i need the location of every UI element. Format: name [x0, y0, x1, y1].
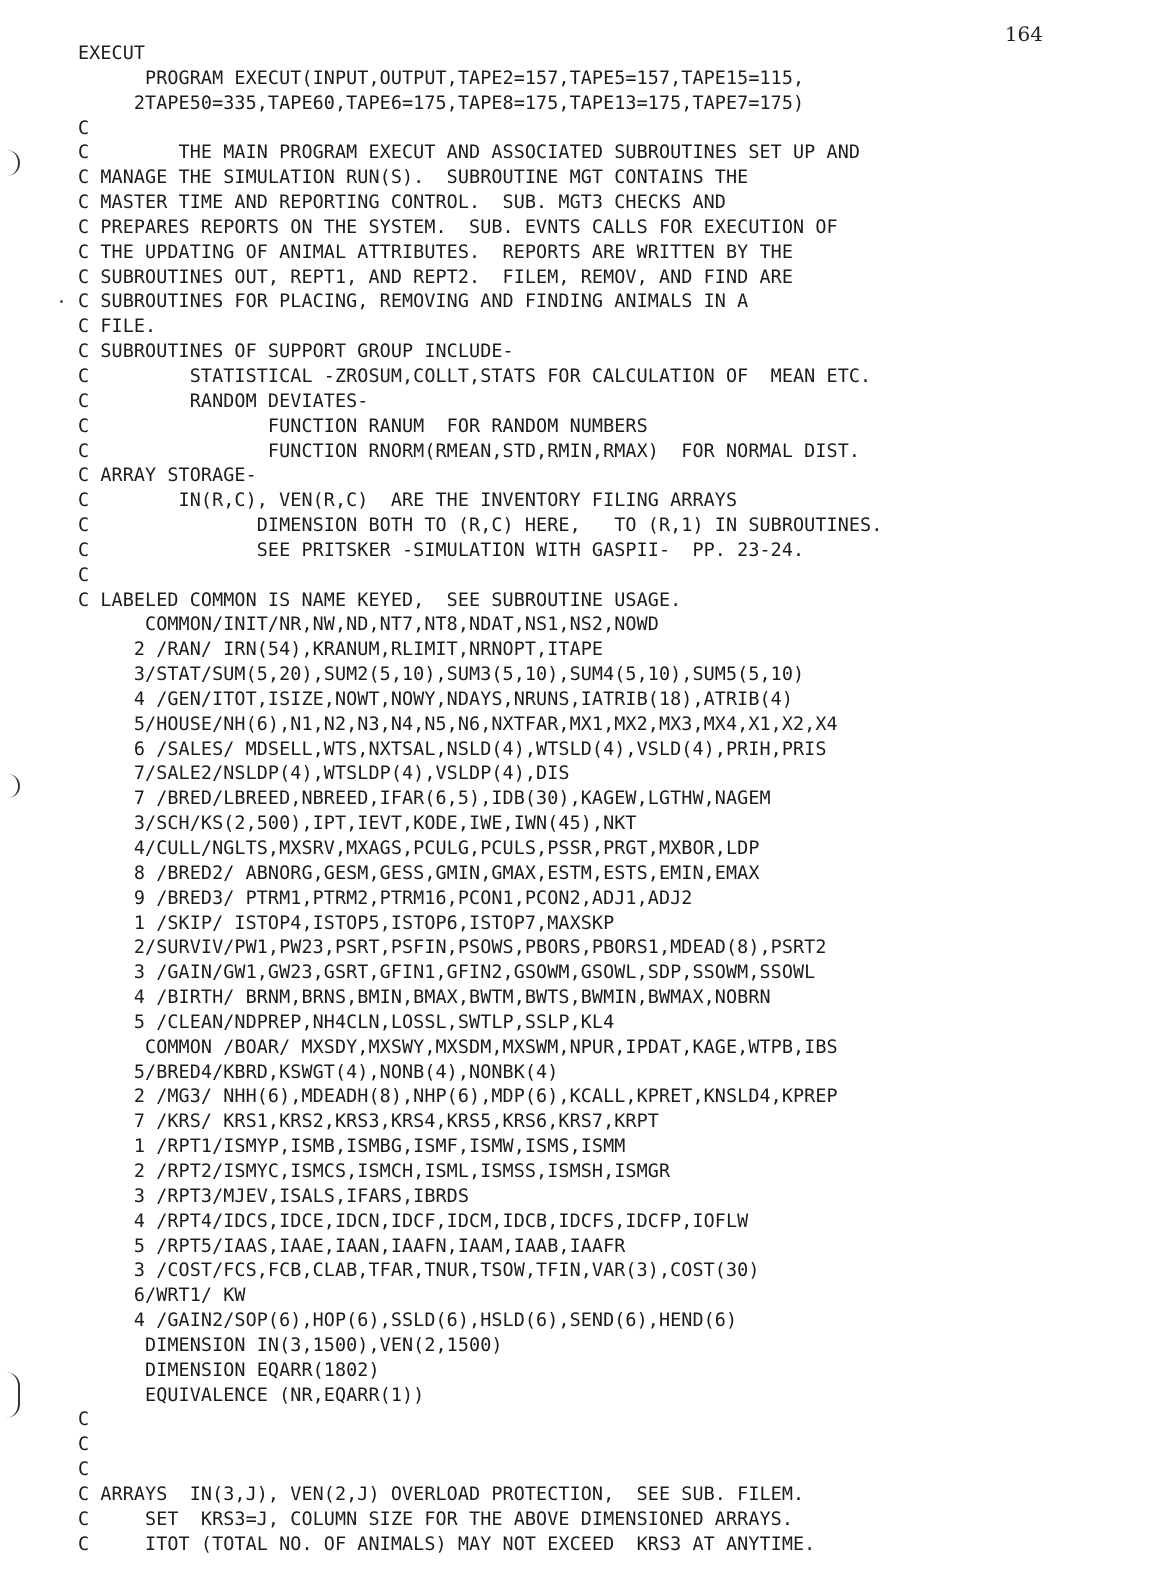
comment-line: C FUNCTION RNORM(RMEAN,STD,RMIN,RMAX) FOR NORMAL DIST.: [78, 440, 861, 462]
comment-line: C: [78, 1459, 90, 1481]
code-line: 9 /BRED3/ PTRM1,PTRM2,PTRM16,PCON1,PCON2,ADJ1,ADJ2: [78, 887, 693, 909]
comment-line: C ARRAYS IN(3,J), VEN(2,J) OVERLOAD PROTECTION, SEE SUB. FILEM.: [78, 1483, 805, 1505]
scan-speck: [60, 300, 63, 303]
code-line: 2 /MG3/ NHH(6),MDEADH(8),NHP(6),MDP(6),KCALL,KPRET,KNSLD4,KPREP: [78, 1086, 838, 1108]
code-line: DIMENSION EQARR(1802): [78, 1359, 380, 1381]
comment-line: C FILE.: [78, 316, 157, 338]
code-line: 4 /BIRTH/ BRNM,BRNS,BMIN,BMAX,BWTM,BWTS,BWMIN,BWMAX,NOBRN: [78, 987, 771, 1009]
code-line: 2/SURVIV/PW1,PW23,PSRT,PSFIN,PSOWS,PBORS,PBORS1,MDEAD(8),PSRT2: [78, 937, 827, 959]
margin-bracket-mark: [4, 774, 20, 798]
comment-line: C IN(R,C), VEN(R,C) ARE THE INVENTORY FILING ARRAYS: [78, 490, 738, 512]
comment-line: C: [78, 564, 90, 586]
comment-line: C STATISTICAL -ZROSUM,COLLT,STATS FOR CALCULATION OF MEAN ETC.: [78, 365, 872, 387]
page-number: 164: [1004, 22, 1043, 46]
code-line: 5/BRED4/KBRD,KSWGT(4),NONB(4),NONBK(4): [78, 1061, 559, 1083]
code-line: 4 /RPT4/IDCS,IDCE,IDCN,IDCF,IDCM,IDCB,IDCFS,IDCFP,IOFLW: [78, 1210, 749, 1232]
code-line: DIMENSION IN(3,1500),VEN(2,1500): [78, 1334, 503, 1356]
code-line: 5/HOUSE/NH(6),N1,N2,N3,N4,N5,N6,NXTFAR,MX1,MX2,MX3,MX4,X1,X2,X4: [78, 713, 838, 735]
margin-bracket-mark: [4, 1372, 20, 1418]
code-line: 1 /RPT1/ISMYP,ISMB,ISMBG,ISMF,ISMW,ISMS,ISMM: [78, 1136, 626, 1158]
comment-line: C MASTER TIME AND REPORTING CONTROL. SUB. MGT3 CHECKS AND: [78, 192, 726, 214]
comment-line: C FUNCTION RANUM FOR RANDOM NUMBERS: [78, 415, 648, 437]
comment-line: C LABELED COMMON IS NAME KEYED, SEE SUBROUTINE USAGE.: [78, 589, 682, 611]
code-line: COMMON /BOAR/ MXSDY,MXSWY,MXSDM,MXSWM,NPUR,IPDAT,KAGE,WTPB,IBS: [78, 1036, 838, 1058]
code-line: 5 /RPT5/IAAS,IAAE,IAAN,IAAFN,IAAM,IAAB,IAAFR: [78, 1235, 626, 1257]
code-line: COMMON/INIT/NR,NW,ND,NT7,NT8,NDAT,NS1,NS2,NOWD: [78, 614, 659, 636]
code-line: 5 /CLEAN/NDPREP,NH4CLN,LOSSL,SWTLP,SSLP,KL4: [78, 1011, 615, 1033]
comment-line: C THE UPDATING OF ANIMAL ATTRIBUTES. REPORTS ARE WRITTEN BY THE: [78, 241, 794, 263]
fortran-source-listing: [78, 42, 882, 1557]
code-line: 3 /RPT3/MJEV,ISALS,IFARS,IBRDS: [78, 1185, 470, 1207]
comment-line: C SUBROUTINES OF SUPPORT GROUP INCLUDE-: [78, 341, 514, 363]
margin-bracket-mark: [4, 150, 20, 176]
comment-line: C ITOT (TOTAL NO. OF ANIMALS) MAY NOT EXCEED KRS3 AT ANYTIME.: [78, 1533, 816, 1555]
code-line: 7/SALE2/NSLDP(4),WTSLDP(4),VSLDP(4),DIS: [78, 763, 570, 785]
code-line: 7 /BRED/LBREED,NBREED,IFAR(6,5),IDB(30),KAGEW,LGTHW,NAGEM: [78, 788, 771, 810]
code-line: 2 /RAN/ IRN(54),KRANUM,RLIMIT,NRNOPT,ITAPE: [78, 639, 604, 661]
comment-line: C RANDOM DEVIATES-: [78, 390, 369, 412]
code-line: 6/WRT1/ KW: [78, 1285, 246, 1307]
code-line: 3/STAT/SUM(5,20),SUM2(5,10),SUM3(5,10),SUM4(5,10),SUM5(5,10): [78, 664, 805, 686]
comment-line: C: [78, 1409, 90, 1431]
code-line: 4 /GEN/ITOT,ISIZE,NOWT,NOWY,NDAYS,NRUNS,IATRIB(18),ATRIB(4): [78, 688, 794, 710]
code-line: 1 /SKIP/ ISTOP4,ISTOP5,ISTOP6,ISTOP7,MAXSKP: [78, 912, 615, 934]
code-line: 6 /SALES/ MDSELL,WTS,NXTSAL,NSLD(4),WTSLD(4),VSLD(4),PRIH,PRIS: [78, 738, 827, 760]
code-line: 8 /BRED2/ ABNORG,GESM,GESS,GMIN,GMAX,ESTM,ESTS,EMIN,EMAX: [78, 862, 760, 884]
comment-line: C DIMENSION BOTH TO (R,C) HERE, TO (R,1) IN SUBROUTINES.: [78, 515, 883, 537]
code-line: EQUIVALENCE (NR,EQARR(1)): [78, 1384, 425, 1406]
code-line: 3 /GAIN/GW1,GW23,GSRT,GFIN1,GFIN2,GSOWM,GSOWL,SDP,SSOWM,SSOWL: [78, 962, 816, 984]
code-line: EXECUT: [78, 43, 146, 64]
code-line: 7 /KRS/ KRS1,KRS2,KRS3,KRS4,KRS5,KRS6,KRS7,KRPT: [78, 1111, 659, 1133]
code-line: 3/SCH/KS(2,500),IPT,IEVT,KODE,IWE,IWN(45),NKT: [78, 813, 637, 835]
comment-line: C SEE PRITSKER -SIMULATION WITH GASPII- PP. 23-24.: [78, 539, 805, 561]
comment-line: C: [78, 1434, 90, 1456]
comment-line: C SET KRS3=J, COLUMN SIZE FOR THE ABOVE DIMENSIONED ARRAYS.: [78, 1508, 794, 1530]
code-line: 2 /RPT2/ISMYC,ISMCS,ISMCH,ISML,ISMSS,ISMSH,ISMGR: [78, 1160, 671, 1182]
code-line: 2TAPE50=335,TAPE60,TAPE6=175,TAPE8=175,TAPE13=175,TAPE7=175): [78, 92, 805, 114]
code-line: PROGRAM EXECUT(INPUT,OUTPUT,TAPE2=157,TAPE5=157,TAPE15=115,: [78, 67, 805, 89]
comment-line: C SUBROUTINES FOR PLACING, REMOVING AND FINDING ANIMALS IN A: [78, 291, 749, 313]
code-line: 3 /COST/FCS,FCB,CLAB,TFAR,TNUR,TSOW,TFIN,VAR(3),COST(30): [78, 1260, 760, 1282]
comment-line: C THE MAIN PROGRAM EXECUT AND ASSOCIATED SUBROUTINES SET UP AND: [78, 142, 861, 164]
comment-line: C MANAGE THE SIMULATION RUN(S). SUBROUTINE MGT CONTAINS THE: [78, 167, 749, 189]
code-line: 4/CULL/NGLTS,MXSRV,MXAGS,PCULG,PCULS,PSSR,PRGT,MXBOR,LDP: [78, 838, 760, 859]
comment-line: C SUBROUTINES OUT, REPT1, AND REPT2. FILEM, REMOV, AND FIND ARE: [78, 266, 794, 288]
comment-line: C: [78, 117, 90, 139]
comment-line: C PREPARES REPORTS ON THE SYSTEM. SUB. EVNTS CALLS FOR EXECUTION OF: [78, 216, 838, 238]
comment-line: C ARRAY STORAGE-: [78, 465, 257, 487]
code-line: 4 /GAIN2/SOP(6),HOP(6),SSLD(6),HSLD(6),SEND(6),HEND(6): [78, 1310, 738, 1332]
